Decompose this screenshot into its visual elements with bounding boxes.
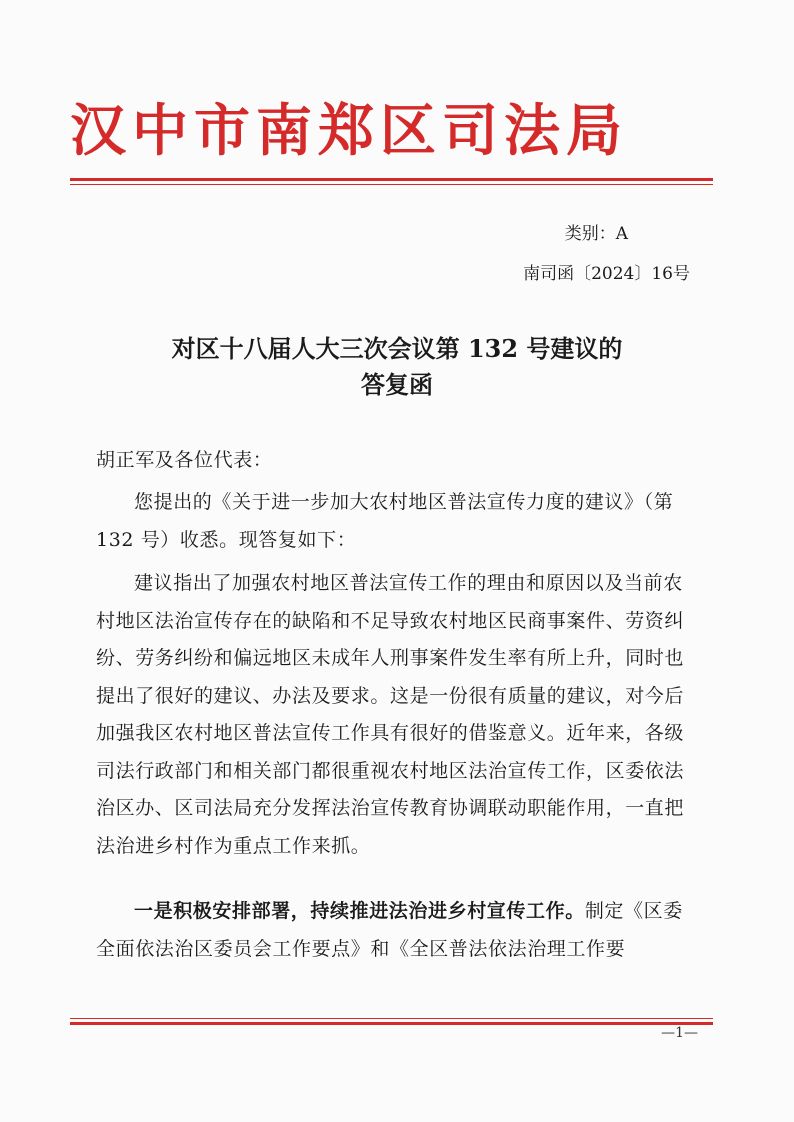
paragraph-2: 建议指出了加强农村地区普法宣传工作的理由和原因以及当前农村地区法治宣传存在的缺陷和不足导致农村地区民商事案件、劳资纠纷、劳务纠纷和偏远地区未成年人刑事案件发生率有所上升，同时也提出了很好的建议、办法及要求。这是一份很有质量的建议，对今后加强我区农村地区普法宣传工作具有很好的借鉴意义。近年来，各级司法行政部门和相关部门都很重视农村地区法治宣传工作，区委依法治区办、区司法局充分发挥法治宣传教育协调联动职能作用，一直把法治进乡村作为重点工作来抓。 [96,572,685,857]
document-number: 南司函〔2024〕16号 [523,264,690,284]
paragraph-1: 您提出的《关于进一步加大农村地区普法宣传力度的建议》（第 132 号）收悉。现答复如下： [96,491,674,551]
paragraph-3-lead: 一是积极安排部署，持续推进法治进乡村宣传工作。 [134,900,585,922]
page-number: —1— [661,1025,698,1041]
document-title-line1: 对区十八届人大三次会议第 132 号建议的 [171,334,623,363]
footer-red-rule-thin [70,1018,713,1019]
salutation: 胡正军及各位代表： [96,449,273,471]
footer-red-rule-thick [70,1022,713,1025]
paragraph-3-text: 制定《区委全面依法治区委员会工作要点》和《全区普法依法治理工作要 [96,900,683,960]
paragraph-3 [96,893,696,968]
header-red-rule-thick [70,178,713,181]
document-title-line2: 答复函 [361,370,433,399]
document-category: 类别：A [564,224,628,244]
header-red-rule-thin [70,184,713,185]
organization-header: 汉中市南郑区司法局 [70,98,628,164]
